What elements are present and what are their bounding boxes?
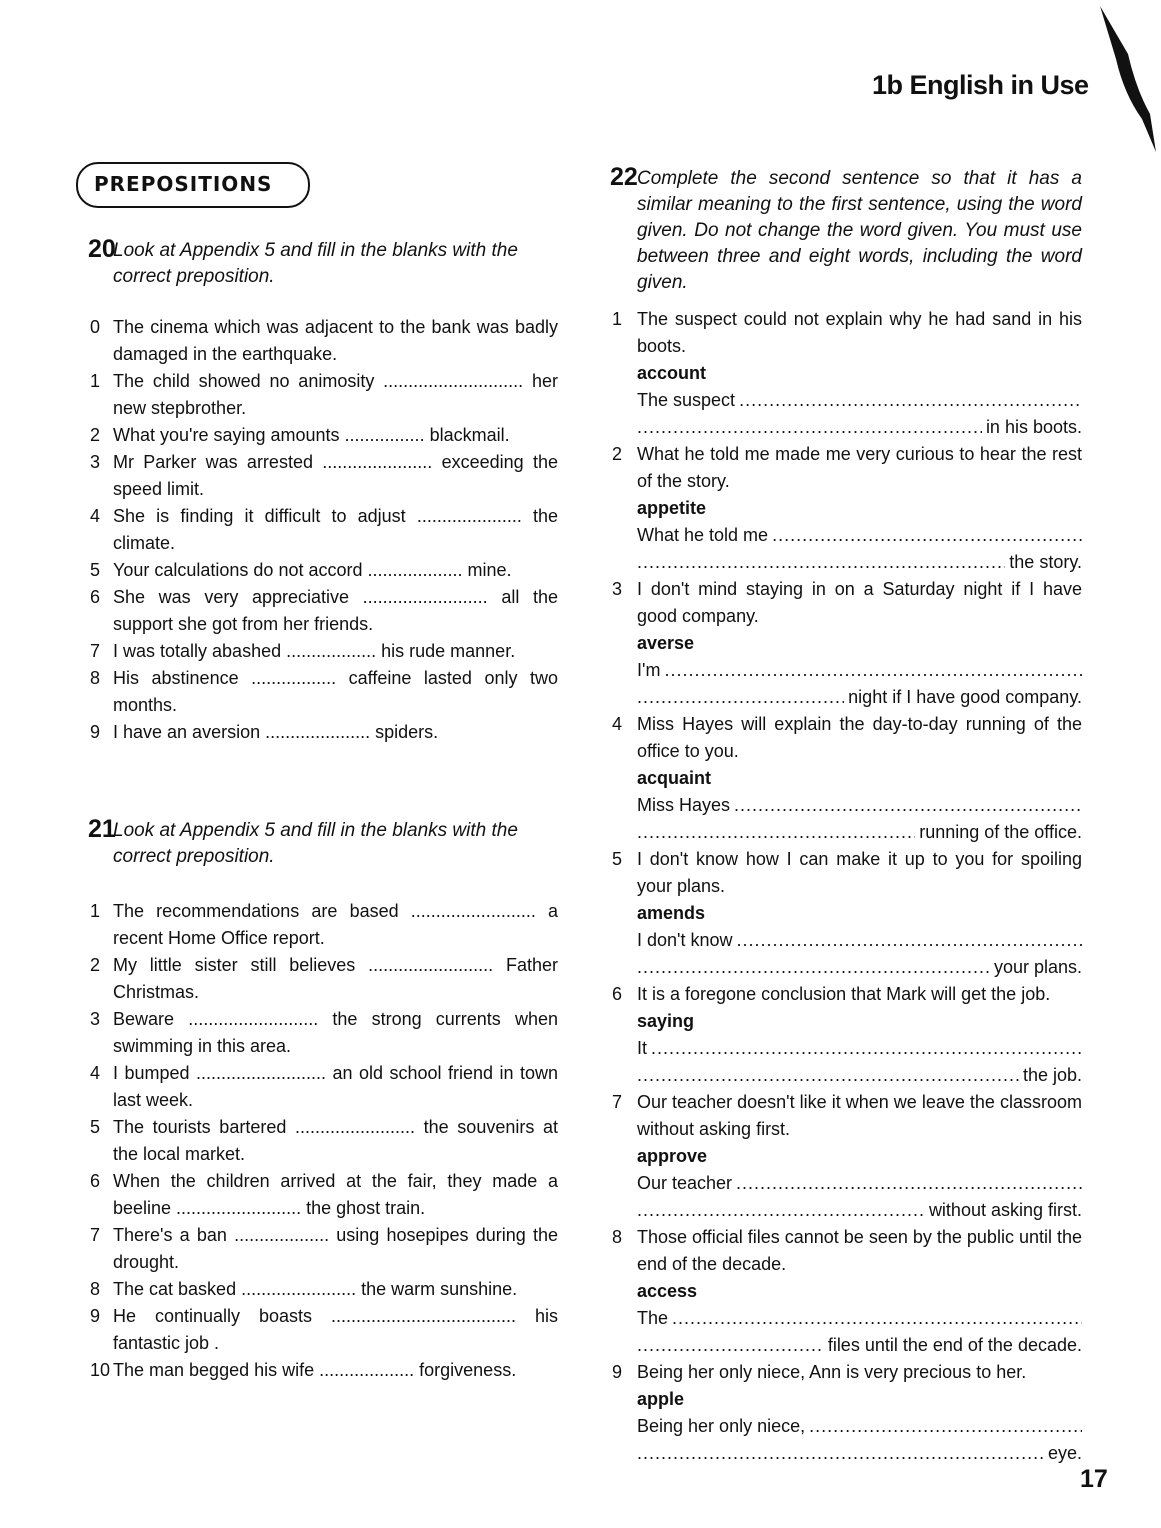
answer-line-2 [637, 1062, 1082, 1089]
item-text: My little sister still believes ......................... Father Christmas. [113, 955, 558, 1002]
answer-prefix: I don't know [637, 930, 733, 950]
item-sentence: What he told me made me very curious to hear the rest of the story. [637, 444, 1082, 491]
answer-prefix: Our teacher [637, 1173, 733, 1193]
item-number: 9 [90, 722, 101, 742]
item-number: 7 [90, 641, 101, 661]
item-number: 1 [90, 371, 101, 391]
item-sentence: Miss Hayes will explain the day-to-day running of the office to you. [637, 714, 1082, 761]
item-sentence: The suspect could not explain why he had sand in his boots. [637, 309, 1082, 356]
answer-suffix: running of the office. [919, 822, 1082, 842]
answer-blank[interactable] [637, 1332, 824, 1359]
key-word: appetite [637, 498, 707, 518]
answer-blank[interactable] [736, 1170, 1082, 1197]
exercise-item [88, 1168, 558, 1222]
answer-blank[interactable] [637, 1440, 1044, 1467]
answer-blank[interactable] [664, 657, 1082, 684]
item-number: 3 [90, 452, 101, 472]
answer-line-1 [637, 792, 1082, 819]
exercise-item [610, 981, 1082, 1089]
item-text: The cat basked ....................... the warm sunshine. [113, 1279, 518, 1299]
item-text: The child showed no animosity ............................ her new stepbrother. [113, 371, 558, 418]
pen-nib-icon [1098, 4, 1158, 154]
exercise-item [88, 557, 558, 584]
answer-line-2 [637, 684, 1082, 711]
answer-line-2 [637, 549, 1082, 576]
item-text: I have an aversion ..................... spiders. [113, 722, 439, 742]
exercise-item [88, 1303, 558, 1357]
answer-suffix: in his boots. [985, 417, 1082, 437]
answer-line-2 [637, 1197, 1082, 1224]
key-word: account [637, 363, 707, 383]
answer-suffix: the job. [1022, 1065, 1082, 1085]
item-text: The man begged his wife ................... forgiveness. [113, 1360, 517, 1380]
exercise-item [610, 1089, 1082, 1224]
answer-prefix: Being her only niece, [637, 1416, 806, 1436]
answer-blank[interactable] [651, 1035, 1082, 1062]
answer-line-1 [637, 1413, 1082, 1440]
answer-prefix: The [637, 1308, 669, 1328]
exercise-item [88, 1276, 558, 1303]
item-text: She was very appreciative ......................... all the support she got from her friends. [113, 587, 558, 634]
answer-suffix: your plans. [993, 957, 1082, 977]
answer-line-2 [637, 1332, 1082, 1359]
key-word: approve [637, 1146, 708, 1166]
item-number: 2 [612, 444, 623, 464]
answer-prefix: What he told me [637, 525, 769, 545]
item-text: What you're saying amounts ................ blackmail. [113, 425, 510, 445]
answer-suffix: eye. [1047, 1443, 1082, 1463]
item-text: I was totally abashed .................. his rude manner. [113, 641, 516, 661]
exercise-item [88, 1357, 558, 1384]
answer-line-1 [637, 657, 1082, 684]
item-text: The recommendations are based ......................... a recent Home Office report. [113, 901, 558, 948]
exercise-item [610, 846, 1082, 981]
item-text: He continually boasts ..................................... his fantastic job . [113, 1306, 558, 1353]
item-number: 5 [90, 1117, 101, 1137]
exercise-heading: 21 Look at Appendix 5 and fill in the blanks with the correct preposition. [88, 815, 518, 867]
item-text: There's a ban ................... using hosepipes during the drought. [113, 1225, 558, 1272]
answer-line-2 [637, 819, 1082, 846]
exercise-item [88, 952, 558, 1006]
key-word: amends [637, 903, 706, 923]
item-number: 6 [90, 1171, 101, 1191]
item-number: 8 [90, 1279, 101, 1299]
item-text: The cinema which was adjacent to the bank was badly damaged in the earthquake. [113, 317, 558, 364]
exercise-heading: 22 Complete the second sentence so that it has a similar meaning to the first sentence, using the word given. Do not change the word given. You must use between three and eight words, including the word given. [610, 163, 1082, 293]
exercise-21 [88, 815, 558, 1384]
exercise-item [610, 441, 1082, 576]
item-text: I bumped .......................... an old school friend in town last week. [113, 1063, 558, 1110]
answer-blank[interactable] [637, 1062, 1019, 1089]
answer-line-2 [637, 954, 1082, 981]
answer-line-1 [637, 1035, 1082, 1062]
key-word: apple [637, 1389, 685, 1409]
item-sentence: Our teacher doesn't like it when we leave the classroom without asking first. [637, 1092, 1082, 1139]
answer-line-2 [637, 1440, 1082, 1467]
key-word: acquaint [637, 768, 712, 788]
item-number: 4 [612, 714, 623, 734]
answer-blank[interactable] [637, 1197, 925, 1224]
item-text: She is finding it difficult to adjust ..................... the climate. [113, 506, 558, 553]
key-word: saying [637, 1011, 695, 1031]
item-number: 2 [90, 425, 101, 445]
answer-line-1 [637, 387, 1082, 414]
exercise-item [88, 1060, 558, 1114]
exercise-item [610, 1224, 1082, 1359]
item-sentence: Being her only niece, Ann is very precious to her. [637, 1362, 1027, 1382]
item-sentence: It is a foregone conclusion that Mark will get the job. [637, 984, 1051, 1004]
exercise-item [88, 422, 558, 449]
item-text: His abstinence ................. caffeine lasted only two months. [113, 668, 558, 715]
item-number: 10 [90, 1360, 111, 1380]
key-word: access [637, 1281, 698, 1301]
answer-blank[interactable] [672, 1305, 1082, 1332]
item-sentence: Those official files cannot be seen by the public until the end of the decade. [637, 1227, 1082, 1274]
answer-blank[interactable] [737, 927, 1083, 954]
item-number: 3 [90, 1009, 101, 1029]
exercise-item [88, 314, 558, 368]
exercise-item [88, 638, 558, 665]
item-number: 1 [90, 901, 101, 921]
answer-suffix: the story. [1009, 552, 1082, 572]
answer-line-1 [637, 1170, 1082, 1197]
exercise-item [610, 306, 1082, 441]
item-number: 5 [612, 849, 623, 869]
exercise-item [88, 1006, 558, 1060]
exercise-item [88, 898, 558, 952]
item-number: 4 [90, 506, 101, 526]
answer-prefix: The suspect [637, 390, 736, 410]
item-number: 2 [90, 955, 101, 975]
answer-prefix: It [637, 1038, 648, 1058]
answer-suffix: files until the end of the decade. [827, 1335, 1082, 1355]
exercise-item [88, 1222, 558, 1276]
item-number: 0 [90, 317, 101, 337]
item-number: 6 [90, 587, 101, 607]
answer-prefix: I'm [637, 660, 661, 680]
exercise-20 [88, 235, 558, 746]
item-number: 3 [612, 579, 623, 599]
section-header: 1b English in Use [872, 70, 1089, 100]
exercise-item [88, 449, 558, 503]
answer-line-2 [637, 414, 1082, 441]
answer-line-1 [637, 522, 1082, 549]
exercise-item [88, 368, 558, 422]
item-text: Mr Parker was arrested ...................... exceeding the speed limit. [113, 452, 558, 499]
exercise-item [610, 576, 1082, 711]
section-badge: PREPOSITIONS [76, 162, 310, 208]
answer-blank[interactable] [772, 522, 1082, 549]
item-number: 8 [612, 1227, 623, 1247]
answer-blank[interactable] [739, 387, 1082, 414]
exercise-heading: 20 Look at Appendix 5 and fill in the blanks with the correct preposition. [88, 235, 518, 287]
answer-blank[interactable] [637, 954, 990, 981]
item-number: 8 [90, 668, 101, 688]
answer-blank[interactable] [637, 549, 1005, 576]
answer-suffix: night if I have good company. [848, 687, 1082, 707]
item-number: 7 [612, 1092, 623, 1112]
item-text: Beware .......................... the strong currents when swimming in this area. [113, 1009, 558, 1056]
answer-blank[interactable] [734, 792, 1082, 819]
item-number: 7 [90, 1225, 101, 1245]
exercise-22 [610, 163, 1082, 1467]
page-number: 17 [1080, 1465, 1108, 1493]
item-number: 5 [90, 560, 101, 580]
exercise-item [88, 665, 558, 719]
item-number: 9 [612, 1362, 623, 1382]
exercise-item [88, 503, 558, 557]
item-sentence: I don't know how I can make it up to you for spoiling your plans. [637, 849, 1082, 896]
item-number: 9 [90, 1306, 101, 1326]
answer-blank[interactable] [637, 414, 982, 441]
item-number: 6 [612, 984, 623, 1004]
item-number: 4 [90, 1063, 101, 1083]
exercise-item [88, 584, 558, 638]
item-text: When the children arrived at the fair, they made a beeline ......................... the ghost train. [113, 1171, 558, 1218]
exercise-item [88, 1114, 558, 1168]
item-text: The tourists bartered ........................ the souvenirs at the local market. [113, 1117, 558, 1164]
answer-line-1 [637, 927, 1082, 954]
key-word: averse [637, 633, 695, 653]
item-text: Your calculations do not accord ................... mine. [113, 560, 512, 580]
item-number: 1 [612, 309, 623, 329]
answer-suffix: without asking first. [928, 1200, 1082, 1220]
answer-prefix: Miss Hayes [637, 795, 731, 815]
answer-blank[interactable] [637, 684, 844, 711]
exercise-item [610, 1359, 1082, 1467]
answer-blank[interactable] [637, 819, 915, 846]
answer-blank[interactable] [809, 1413, 1082, 1440]
exercise-item [610, 711, 1082, 846]
answer-line-1 [637, 1305, 1082, 1332]
item-sentence: I don't mind staying in on a Saturday night if I have good company. [637, 579, 1082, 626]
exercise-item [88, 719, 558, 746]
